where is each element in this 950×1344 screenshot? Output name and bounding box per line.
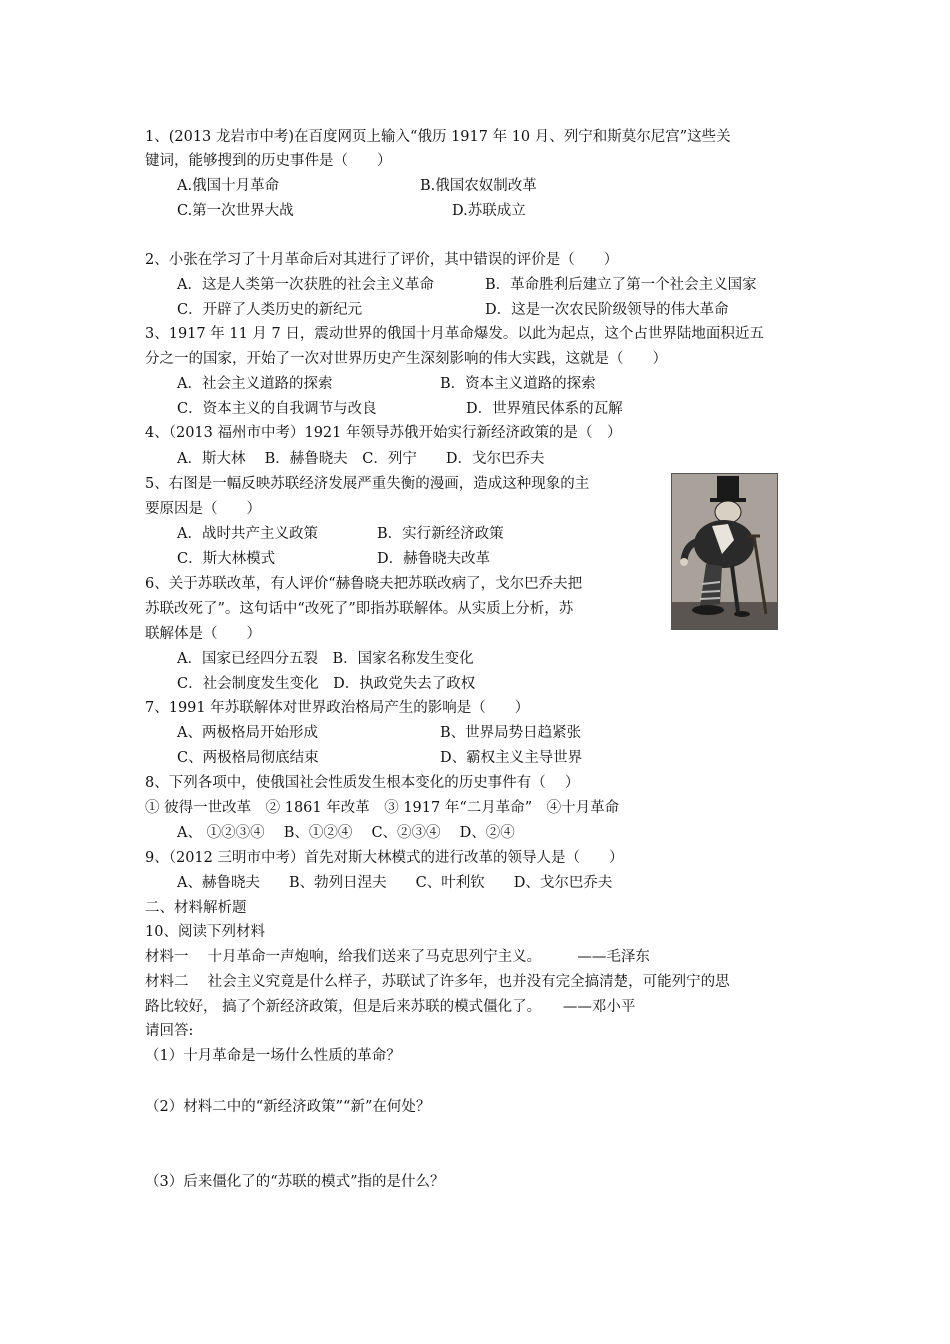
q10-sub-question-1: （1）十月革命是一场什么性质的革命？: [145, 1048, 401, 1064]
q8-options: A、 ①②③④ B、①②④ C、②③④ D、②④: [177, 825, 515, 841]
q1-stem-line1: 1、(2013 龙岩市中考)在百度网页上输入“俄历 1917 年 10 月、列宁和斯莫尔尼宫”这些关: [145, 129, 731, 145]
q2-option-a: A．这是人类第一次获胜的社会主义革命: [177, 277, 434, 293]
q1-option-a: A.俄国十月革命: [177, 178, 280, 194]
q8-stem: 8、下列各项中，使俄国社会性质发生根本变化的历史事件有（ ）: [145, 775, 580, 791]
q3-stem-line2: 分之一的国家，开始了一次对世界历史产生深刻影响的伟大实践，这就是（ ）: [145, 351, 667, 367]
q4-stem: 4、（2013 福州市中考）1921 年领导苏俄开始实行新经济政策的是（ ）: [145, 425, 622, 441]
q4-options: A．斯大林 B．赫鲁晓夫 C．列宁 D．戈尔巴乔夫: [177, 451, 545, 467]
q5-stem-line1: 5、右图是一幅反映苏联经济发展严重失衡的漫画，造成这种现象的主: [145, 476, 590, 492]
q2-option-b: B．革命胜利后建立了第一个社会主义国家: [485, 277, 757, 293]
q6-options-ab: A．国家已经四分五裂 B．国家名称发生变化: [177, 651, 474, 667]
q10-sub-question-3: （3）后来僵化了的“苏联的模式”指的是什么？: [145, 1174, 445, 1190]
q3-option-b: B．资本主义道路的探索: [440, 376, 596, 392]
q10-sub-question-2: （2）材料二中的“新经济政策”“新”在何处？: [145, 1099, 431, 1115]
q3-option-c: C．资本主义的自我调节与改良: [177, 401, 377, 417]
q6-options-cd: C．社会制度发生变化 D．执政党失去了政权: [177, 676, 476, 692]
section-heading: 二、材料解析题: [145, 900, 247, 916]
q10-stem: 10、阅读下列材料: [145, 924, 265, 940]
q5-option-b: B．实行新经济政策: [377, 526, 504, 542]
q10-material-2-line1: 材料二 社会主义究竟是什么样子，苏联试了许多年，也并没有完全搞清楚，可能列宁的思: [145, 974, 730, 990]
q10-answer-prompt: 请回答:: [145, 1023, 194, 1039]
q7-stem: 7、1991 年苏联解体对世界政治格局产生的影响是（ ）: [145, 700, 530, 716]
q8-items: ① 彼得一世改革 ② 1861 年改革 ③ 1917 年“二月革命” ④十月革命: [145, 800, 620, 816]
q7-option-d: D、霸权主义主导世界: [440, 750, 583, 766]
q9-stem: 9、（2012 三明市中考）首先对斯大林模式的进行改革的领导人是（ ）: [145, 850, 624, 866]
q1-option-c: C.第一次世界大战: [177, 203, 294, 219]
q10-material-2-line2: 路比较好， 搞了个新经济政策，但是后来苏联的模式僵化了。 ——邓小平: [145, 999, 636, 1015]
q1-option-d: D.苏联成立: [452, 203, 526, 219]
q6-stem-line3: 联解体是（ ）: [145, 626, 261, 642]
q6-stem-line1: 6、关于苏联改革，有人评价“赫鲁晓夫把苏联改病了，戈尔巴乔夫把: [145, 576, 583, 592]
q3-stem-line1: 3、1917 年 11 月 7 日，震动世界的俄国十月革命爆发。以此为起点，这个占世界陆地面积近五: [145, 326, 764, 342]
q2-option-d: D．这是一次农民阶级领导的伟大革命: [485, 302, 729, 318]
q5-option-a: A．战时共产主义政策: [177, 526, 318, 542]
q7-option-a: A、两极格局开始形成: [177, 725, 318, 741]
q7-option-b: B、世界局势日趋紧张: [440, 725, 582, 741]
q2-stem: 2、小张在学习了十月革命后对其进行了评价，其中错误的评价是（ ）: [145, 252, 619, 268]
q1-option-b: B.俄国农奴制改革: [420, 178, 537, 194]
q10-material-1: 材料一 十月革命一声炮响，给我们送来了马克思列宁主义。 ——毛泽东: [145, 949, 650, 965]
q9-options: A、赫鲁晓夫 B、勃列日涅夫 C、叶利钦 D、戈尔巴乔夫: [177, 875, 613, 891]
q7-option-c: C、两极格局彻底结束: [177, 750, 319, 766]
q3-option-a: A．社会主义道路的探索: [177, 376, 333, 392]
q5-option-c: C．斯大林模式: [177, 551, 276, 567]
q2-option-c: C．开辟了人类历史的新纪元: [177, 302, 363, 318]
q1-stem-line2: 键词，能够搜到的历史事件是（ ）: [145, 153, 392, 169]
q5-stem-line2: 要原因是（ ）: [145, 501, 261, 517]
q5-option-d: D．赫鲁晓夫改革: [377, 551, 491, 567]
soviet-economy-cartoon: [671, 473, 778, 630]
q6-stem-line2: 苏联改死了”。这句话中“改死了”即指苏联解体。从实质上分析，苏: [145, 601, 574, 617]
q3-option-d: D．世界殖民体系的瓦解: [466, 401, 623, 417]
cartoon-figure-illustration: [672, 474, 777, 629]
